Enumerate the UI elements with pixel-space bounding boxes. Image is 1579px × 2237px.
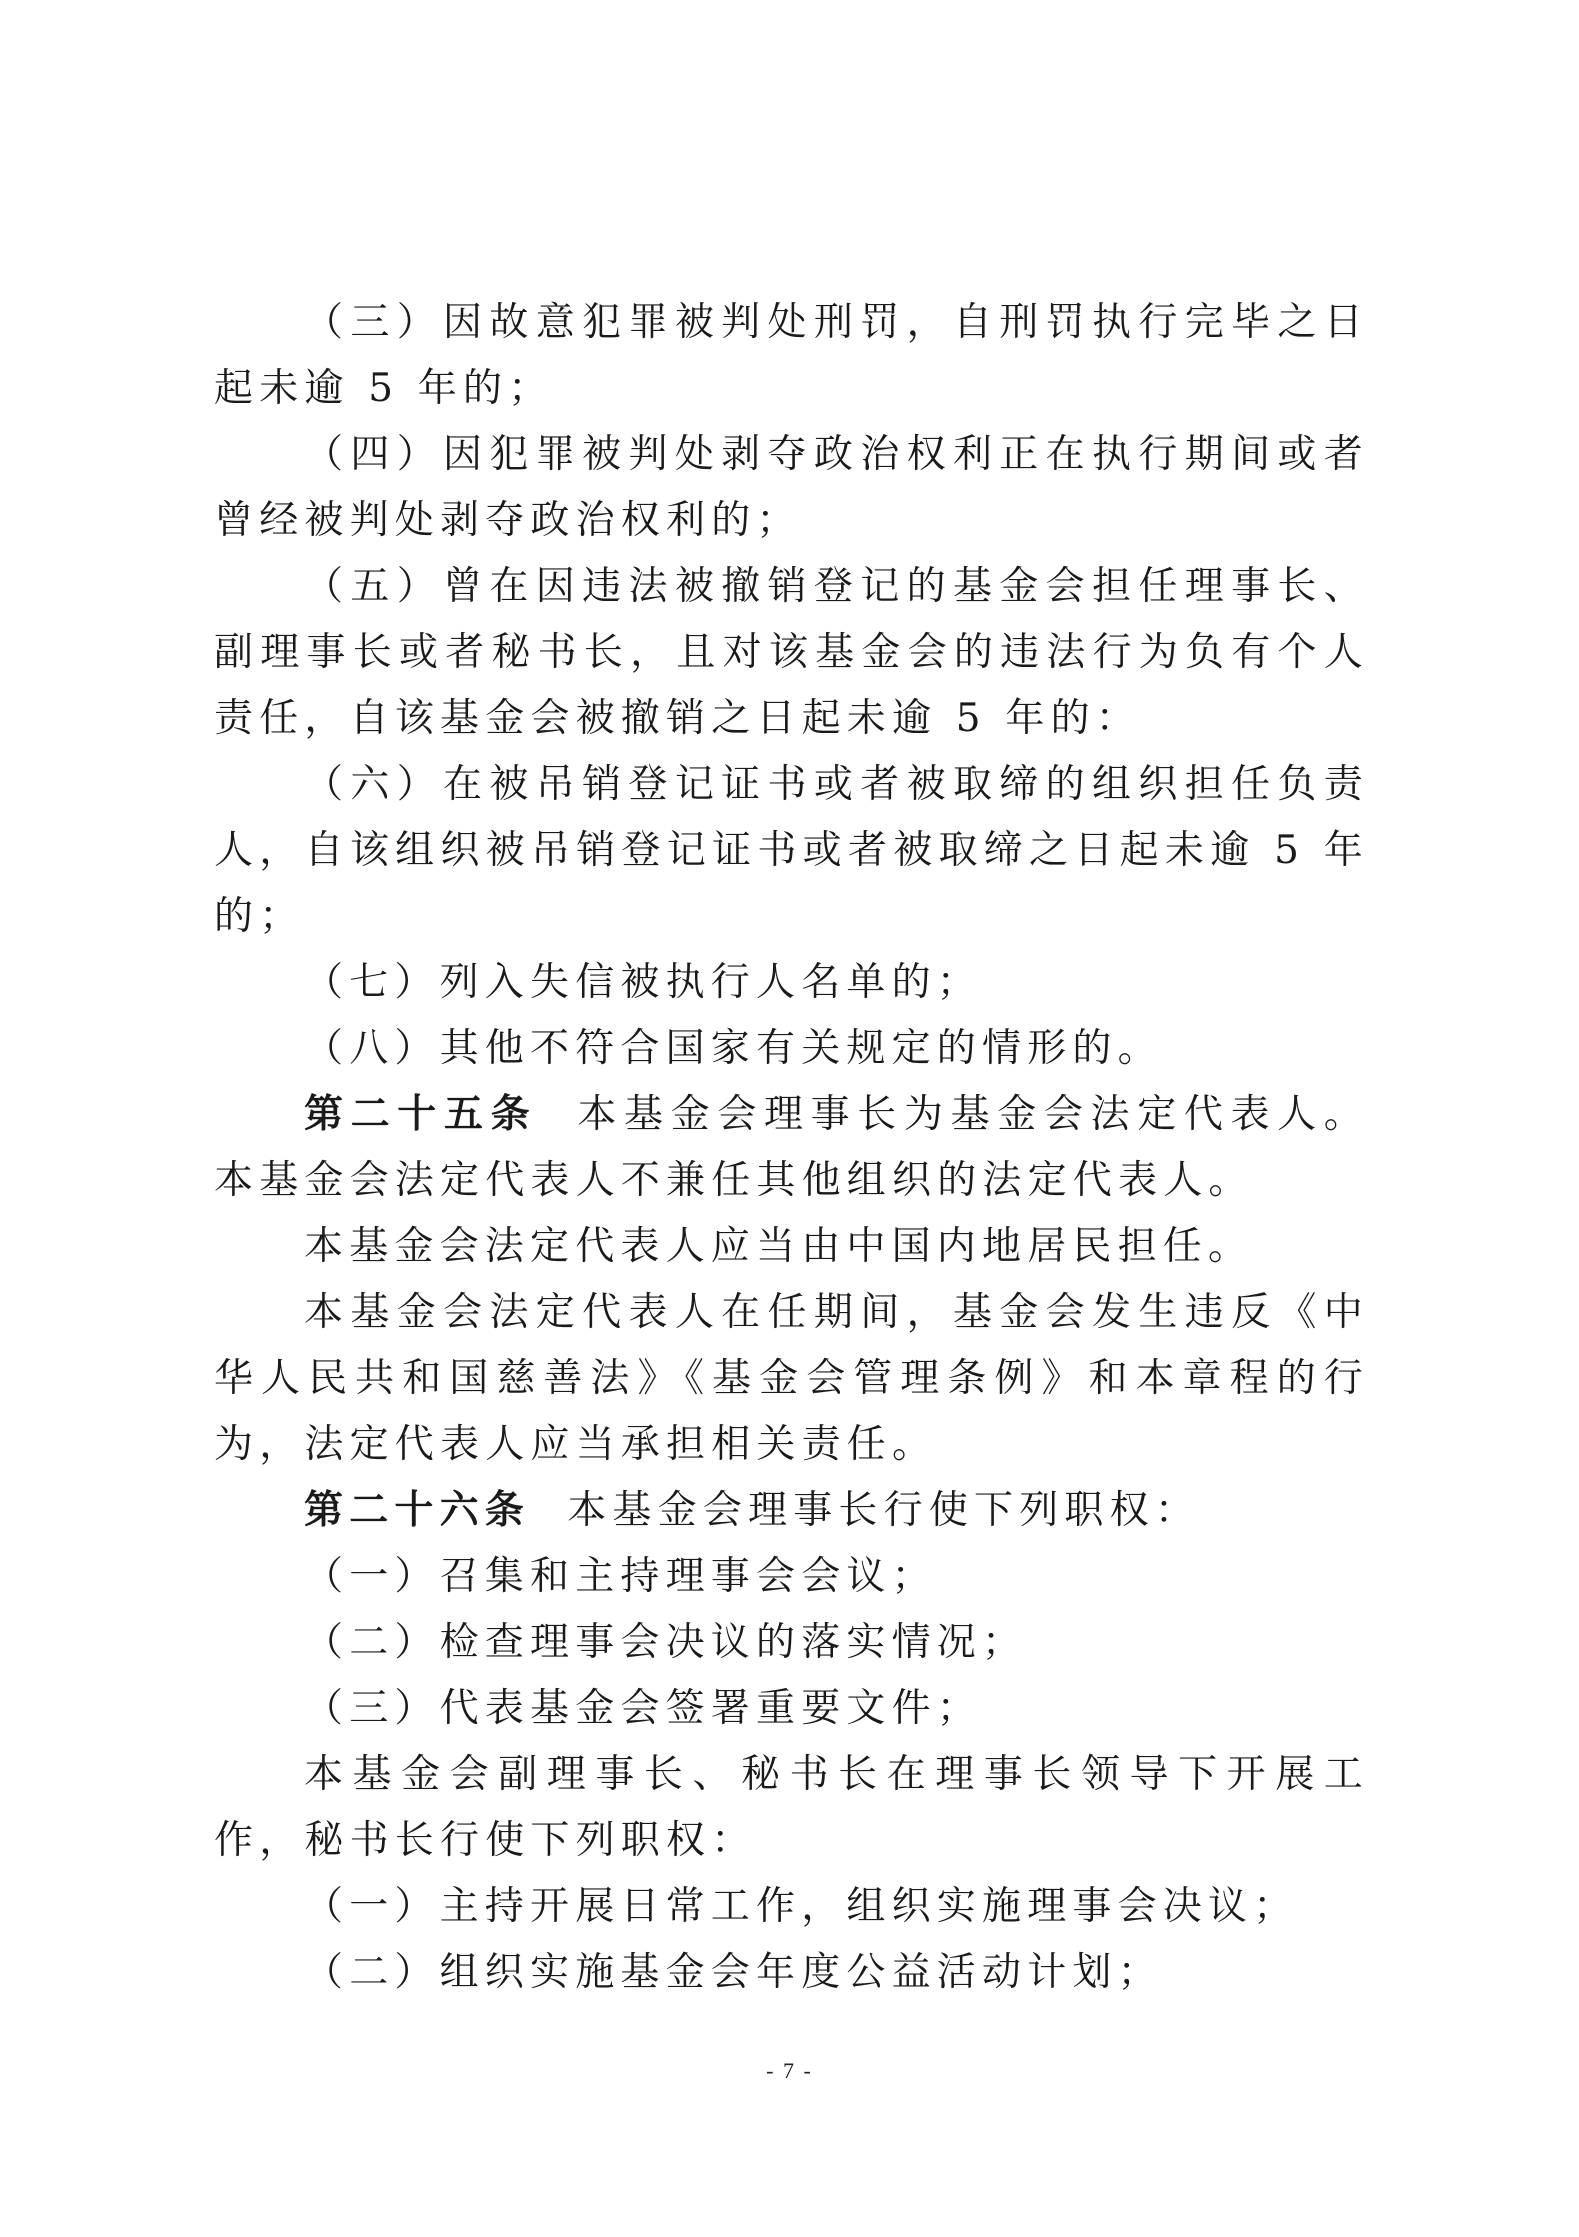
- paragraph: [214, 950, 1369, 1016]
- paragraph-text: （三）代表基金会签署重要文件；: [304, 1686, 983, 1731]
- paragraph-text: 本基金会法定代表人在任期间，基金会发生违反《中华人民共和国慈善法》《基金会管理条例》和本章程的行为，法定代表人应当承担相关责任。: [214, 1290, 1369, 1467]
- document-body: [214, 290, 1369, 2006]
- paragraph: [214, 422, 1369, 554]
- page-number: - 7 -: [766, 2058, 813, 2083]
- paragraph: [214, 1016, 1369, 1082]
- paragraph: [214, 554, 1369, 752]
- paragraph-text: （七）列入失信被执行人名单的；: [304, 960, 983, 1005]
- paragraph-text: （四）因犯罪被判处剥夺政治权利正在执行期间或者曾经被判处剥夺政治权利的；: [214, 432, 1369, 543]
- paragraph-text: 本基金会副理事长、秘书长在理事长领导下开展工作，秘书长行使下列职权：: [214, 1752, 1369, 1863]
- paragraph: [214, 1742, 1369, 1874]
- paragraph: [214, 1214, 1369, 1280]
- paragraph: [214, 1280, 1369, 1478]
- paragraph: [214, 1874, 1369, 1940]
- article-25-paragraph: [214, 1082, 1369, 1214]
- paragraph: [214, 1940, 1369, 2006]
- paragraph-text: （二）组织实施基金会年度公益活动计划；: [304, 1950, 1163, 1995]
- paragraph-text: （一）主持开展日常工作，组织实施理事会决议；: [304, 1884, 1299, 1929]
- paragraph: [214, 1544, 1369, 1610]
- article-26-paragraph: [214, 1478, 1369, 1544]
- paragraph-text: 本基金会理事长为基金会法定代表人。本基金会法定代表人不兼任其他组织的法定代表人。: [214, 1092, 1369, 1203]
- paragraph-text: （六）在被吊销登记证书或者被取缔的组织担任负责人，自该组织被吊销登记证书或者被取缔之日起未逾 5 年的；: [214, 762, 1369, 939]
- paragraph: [214, 752, 1369, 950]
- paragraph: [214, 290, 1369, 422]
- paragraph-text: （三）因故意犯罪被判处刑罚，自刑罚执行完毕之日起未逾 5 年的；: [214, 300, 1369, 411]
- paragraph-text: 本基金会法定代表人应当由中国内地居民担任。: [304, 1224, 1254, 1269]
- paragraph-text: （五）曾在因违法被撤销登记的基金会担任理事长、副理事长或者秘书长，且对该基金会的违法行为负有个人责任，自该基金会被撤销之日起未逾 5 年的：: [214, 564, 1369, 741]
- paragraph-text: （八）其他不符合国家有关规定的情形的。: [304, 1026, 1163, 1071]
- paragraph: [214, 1676, 1369, 1742]
- paragraph-text: （二）检查理事会决议的落实情况；: [304, 1620, 1028, 1665]
- article-label: 第二十五条: [304, 1092, 538, 1137]
- paragraph-text: 本基金会理事长行使下列职权：: [567, 1488, 1201, 1533]
- paragraph-text: （一）召集和主持理事会会议；: [304, 1554, 937, 1599]
- article-label: 第二十六条: [304, 1488, 531, 1533]
- paragraph: [214, 1610, 1369, 1676]
